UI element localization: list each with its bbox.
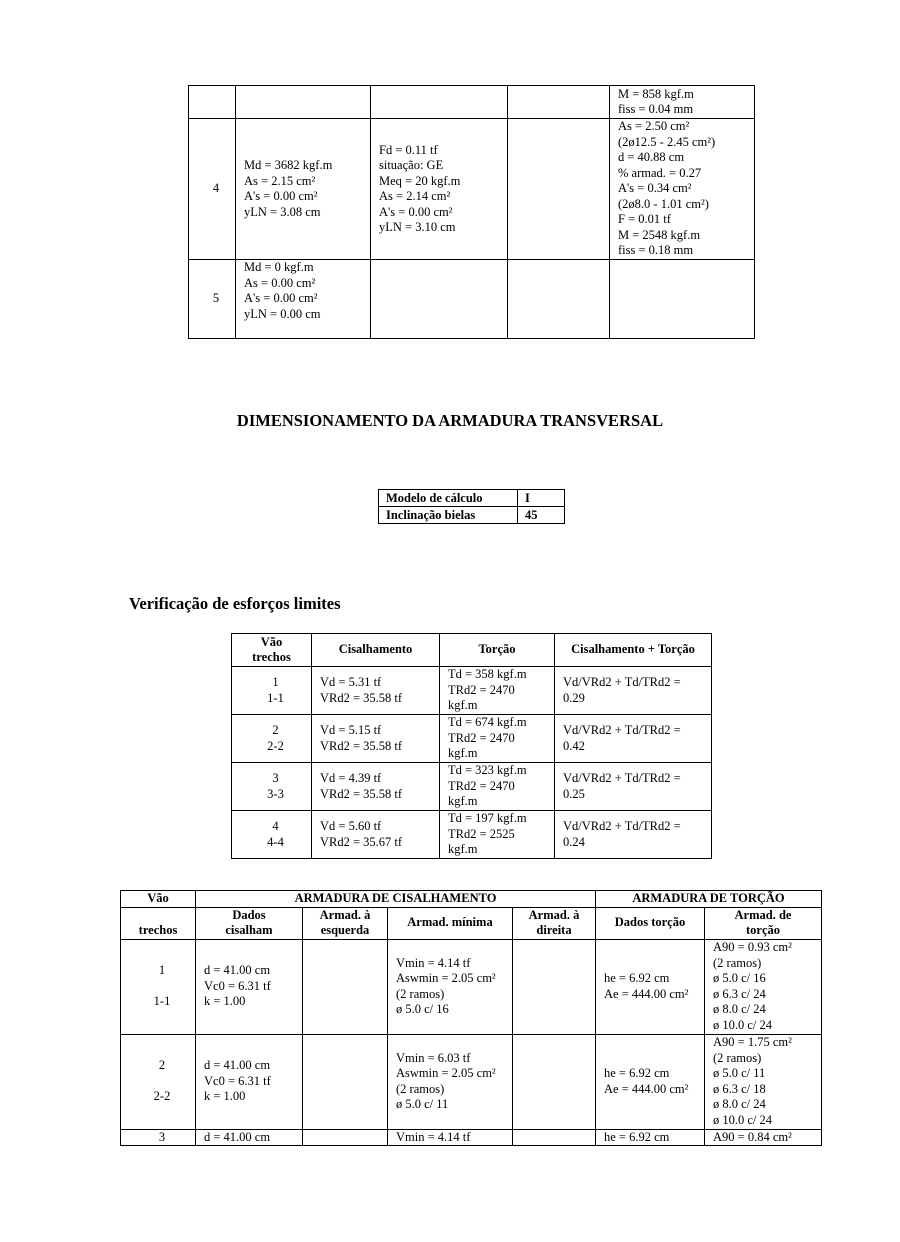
cell-torsion-rebar: A90 = 0.93 cm² (2 ramos) ø 5.0 c/ 16 ø 6.3 c/ 24 ø 8.0 c/ 24 ø 10.0 c/ 24 [705,939,822,1034]
table-row [121,1034,822,1129]
table-row [379,507,565,524]
col-header-torsion-rebar: Armad. de torção [705,907,822,939]
model-label: Modelo de cálculo [379,490,518,507]
col-header-torsion-data: Dados torção [596,907,705,939]
cell-combined: Vd/VRd2 + Td/TRd2 = 0.42 [555,715,712,763]
cell [508,86,610,119]
cell-span: 3 [121,1129,196,1146]
cell-shear: Vd = 5.15 tf VRd2 = 35.58 tf [312,715,440,763]
cell-torsion: Td = 358 kgf.m TRd2 = 2470 kgf.m [440,667,555,715]
col-header-span: Vão trechos [232,634,312,667]
table-row [379,490,565,507]
cell-shear: Vd = 5.60 tf VRd2 = 35.67 tf [312,811,440,859]
col-header-shear: Cisalhamento [312,634,440,667]
cell-min: Vmin = 4.14 tf Aswmin = 2.05 cm² (2 ramos) ø 5.0 c/ 16 [388,939,513,1034]
cell [371,260,508,339]
cell-span: 1 1-1 [121,939,196,1034]
cell: Fd = 0.11 tf situação: GE Meq = 20 kgf.m As = 2.14 cm² A's = 0.00 cm² yLN = 3.10 cm [371,119,508,260]
params-table [378,489,565,524]
model-value: I [518,490,565,507]
cell-span: 1 1-1 [232,667,312,715]
cell-torsion: Td = 323 kgf.m TRd2 = 2470 kgf.m [440,763,555,811]
group-header-shear: ARMADURA DE CISALHAMENTO [196,891,596,908]
col-header-right: Armad. à direita [513,907,596,939]
cell-combined: Vd/VRd2 + Td/TRd2 = 0.29 [555,667,712,715]
flexure-table [188,85,755,339]
col-header-min: Armad. mínima [388,907,513,939]
cell-span: 3 3-3 [232,763,312,811]
cell-left [303,939,388,1034]
table-row [189,86,755,119]
limits-table [231,633,712,859]
cell-right [513,1034,596,1129]
cell [371,86,508,119]
cell: M = 858 kgf.m fiss = 0.04 mm [610,86,755,119]
cell-right [513,1129,596,1146]
cell-shear-data: d = 41.00 cm Vc0 = 6.31 tf k = 1.00 [196,1034,303,1129]
table-row [121,1129,822,1146]
incl-label: Inclinação bielas [379,507,518,524]
table-row [121,939,822,1034]
header-row [121,907,822,939]
table-row [232,715,712,763]
cell-torsion: Td = 197 kgf.m TRd2 = 2525 kgf.m [440,811,555,859]
cell-torsion-rebar: A90 = 1.75 cm² (2 ramos) ø 5.0 c/ 11 ø 6.3 c/ 18 ø 8.0 c/ 24 ø 10.0 c/ 24 [705,1034,822,1129]
col-header-torsion: Torção [440,634,555,667]
header-row [121,891,822,908]
cell-shear: Vd = 5.31 tf VRd2 = 35.58 tf [312,667,440,715]
cell-torsion-rebar: A90 = 0.84 cm² [705,1129,822,1146]
cell [236,86,371,119]
col-header-span-top: Vão [121,891,196,908]
rebar-table [120,890,822,1146]
cell-torsion-data: he = 6.92 cm Ae = 444.00 cm² [596,1034,705,1129]
col-header-shear-data: Dados cisalham [196,907,303,939]
cell: As = 2.50 cm² (2ø12.5 - 2.45 cm²) d = 40.88 cm % armad. = 0.27 A's = 0.34 cm² (2ø8.0 - 1.01 cm²) F = 0.01 tf M = 2548 kgf.m fiss = 0.18 mm [610,119,755,260]
cell-id: 4 [189,119,236,260]
table-row [189,260,755,339]
col-header-span-bottom: trechos [121,907,196,939]
cell-min: Vmin = 4.14 tf [388,1129,513,1146]
cell-combined: Vd/VRd2 + Td/TRd2 = 0.25 [555,763,712,811]
cell-span: 2 2-2 [121,1034,196,1129]
cell-shear-data: d = 41.00 cm [196,1129,303,1146]
group-header-torsion: ARMADURA DE TORÇÃO [596,891,822,908]
table-row [232,763,712,811]
col-header-left: Armad. à esquerda [303,907,388,939]
col-header-combined: Cisalhamento + Torção [555,634,712,667]
limits-title: Verificação de esforços limites [129,594,341,613]
cell-combined: Vd/VRd2 + Td/TRd2 = 0.24 [555,811,712,859]
section-title: DIMENSIONAMENTO DA ARMADURA TRANSVERSAL [236,411,664,430]
cell [508,260,610,339]
cell [508,119,610,260]
cell-shear-data: d = 41.00 cm Vc0 = 6.31 tf k = 1.00 [196,939,303,1034]
cell: Md = 3682 kgf.m As = 2.15 cm² A's = 0.00 cm² yLN = 3.08 cm [236,119,371,260]
incl-value: 45 [518,507,565,524]
header-row [232,634,712,667]
table-row [189,119,755,260]
cell-span: 4 4-4 [232,811,312,859]
cell-left [303,1034,388,1129]
cell-left [303,1129,388,1146]
cell-shear: Vd = 4.39 tf VRd2 = 35.58 tf [312,763,440,811]
cell: Md = 0 kgf.m As = 0.00 cm² A's = 0.00 cm² yLN = 0.00 cm [236,260,371,339]
cell-torsion-data: he = 6.92 cm [596,1129,705,1146]
cell-id: 5 [189,260,236,339]
cell-span: 2 2-2 [232,715,312,763]
cell-right [513,939,596,1034]
cell [610,260,755,339]
table-row [232,811,712,859]
cell-torsion: Td = 674 kgf.m TRd2 = 2470 kgf.m [440,715,555,763]
cell-id [189,86,236,119]
cell-min: Vmin = 6.03 tf Aswmin = 2.05 cm² (2 ramos) ø 5.0 c/ 11 [388,1034,513,1129]
cell-torsion-data: he = 6.92 cm Ae = 444.00 cm² [596,939,705,1034]
table-row [232,667,712,715]
